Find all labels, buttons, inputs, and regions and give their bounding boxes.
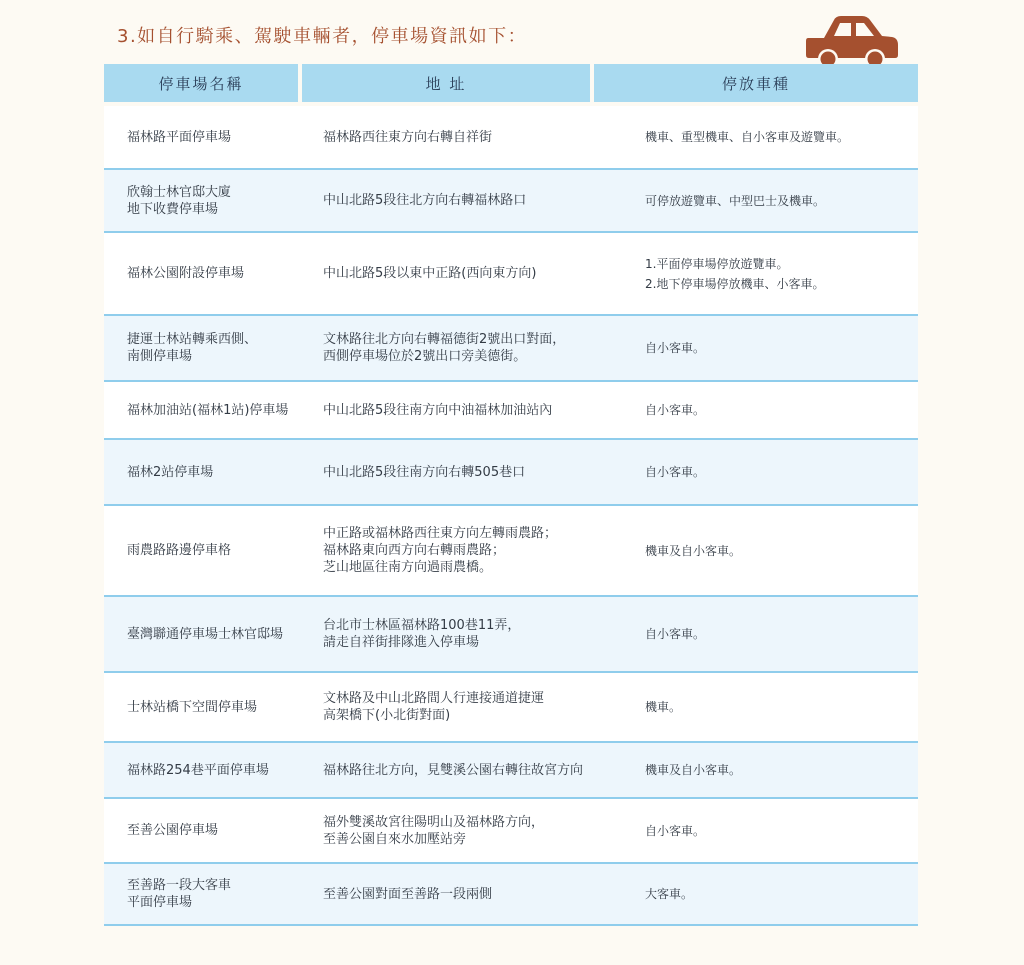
lot-name-cell bbox=[104, 743, 302, 797]
address-cell bbox=[302, 506, 624, 595]
address-cell-line: 文林路往北方向右轉福德街2號出口對面， bbox=[323, 332, 566, 347]
table-row bbox=[104, 597, 918, 673]
vehicle-types-cell bbox=[624, 799, 918, 862]
address-cell-line: 福林路西往東方向右轉自祥街 bbox=[323, 129, 493, 145]
vehicle-types-cell-line: 機車。 bbox=[645, 700, 682, 714]
address-cell bbox=[302, 233, 624, 314]
address-cell bbox=[302, 864, 624, 924]
vehicle-types-cell bbox=[624, 673, 918, 741]
lot-name-cell-line: 南側停車場 bbox=[127, 349, 193, 364]
address-cell bbox=[302, 673, 624, 741]
vehicle-types-cell-line: 自小客車。 bbox=[645, 823, 706, 838]
address-cell bbox=[302, 382, 624, 438]
address-cell-line: 中正路或福林路西往東方向左轉雨農路； bbox=[323, 526, 558, 541]
table-body bbox=[104, 106, 918, 926]
table-row bbox=[104, 233, 918, 316]
table-row bbox=[104, 673, 918, 743]
vehicle-types-cell-line: 機車及自小客車。 bbox=[645, 763, 742, 777]
lot-name-cell-line: 雨農路路邊停車格 bbox=[127, 543, 232, 558]
address-cell-line: 台北市士林區福林路100巷11弄， bbox=[323, 618, 521, 633]
lot-name-cell bbox=[104, 506, 302, 595]
vehicle-types-cell-line: 自小客車。 bbox=[645, 627, 706, 641]
table-row bbox=[104, 799, 918, 864]
table-row bbox=[104, 743, 918, 799]
lot-name-cell bbox=[104, 316, 302, 380]
address-cell bbox=[302, 316, 624, 380]
vehicle-types-cell bbox=[624, 233, 918, 314]
vehicle-types-cell-line: 自小客車。 bbox=[645, 403, 706, 417]
vehicle-types-cell bbox=[624, 864, 918, 924]
table-row bbox=[104, 316, 918, 382]
address-cell bbox=[302, 440, 624, 504]
address-cell-line: 中山北路5段往南方向中油福林加油站內 bbox=[323, 402, 553, 418]
lot-name-cell-line: 地下收費停車場 bbox=[127, 201, 219, 217]
address-cell-line: 西側停車場位於2號出口旁美德街。 bbox=[323, 349, 527, 364]
vehicle-types-cell-line: 機車、重型機車、自小客車及遊覽車。 bbox=[645, 130, 850, 144]
lot-name-cell-line: 福林加油站(福林1站)停車場 bbox=[127, 402, 289, 418]
address-cell bbox=[302, 170, 624, 231]
address-cell-line: 文林路及中山北路間人行連接通道捷運 bbox=[323, 691, 545, 706]
lot-name-cell-line: 平面停車場 bbox=[127, 895, 193, 910]
lot-name-cell-line: 士林站橋下空間停車場 bbox=[127, 699, 258, 715]
address-cell bbox=[302, 597, 624, 671]
vehicle-types-cell bbox=[624, 597, 918, 671]
vehicle-types-cell-line: 自小客車。 bbox=[645, 465, 706, 479]
lot-name-cell bbox=[104, 597, 302, 671]
table-row bbox=[104, 382, 918, 440]
table-header bbox=[104, 64, 918, 102]
lot-name-cell-line: 至善公園停車場 bbox=[127, 823, 219, 838]
vehicle-types-cell bbox=[624, 170, 918, 231]
vehicle-types-cell bbox=[624, 106, 918, 168]
address-cell-line: 福外雙溪故宮往陽明山及福林路方向， bbox=[323, 814, 545, 830]
address-cell bbox=[302, 106, 624, 168]
vehicle-types-cell-line: 自小客車。 bbox=[645, 341, 706, 355]
lot-name-cell-line: 欣翰士林官邸大廈 bbox=[127, 184, 232, 200]
lot-name-cell-line: 福林2站停車場 bbox=[127, 464, 214, 480]
lot-name-cell bbox=[104, 864, 302, 924]
address-cell-line: 請走自祥街排隊進入停車場 bbox=[323, 635, 480, 650]
address-cell-line: 至善公園自來水加壓站旁 bbox=[323, 831, 467, 847]
vehicle-types-cell-line: 機車及自小客車。 bbox=[645, 543, 742, 558]
address-cell-line: 中山北路5段以東中正路(西向東方向) bbox=[323, 266, 537, 281]
address-cell bbox=[302, 743, 624, 797]
lot-name-cell-line: 福林公園附設停車場 bbox=[127, 266, 245, 281]
address-cell-line: 中山北路5段往南方向右轉505巷口 bbox=[323, 464, 526, 480]
address-cell-line: 至善公園對面至善路一段兩側 bbox=[323, 886, 493, 902]
header-address: 地 址 bbox=[302, 64, 590, 102]
vehicle-types-cell-line: 大客車。 bbox=[645, 887, 694, 901]
header-vehicle-types: 停放車種 bbox=[594, 64, 918, 102]
vehicle-types-cell bbox=[624, 382, 918, 438]
parking-table bbox=[104, 64, 918, 926]
lot-name-cell-line: 臺灣聯通停車場士林官邸場 bbox=[127, 626, 284, 642]
lot-name-cell-line: 福林路平面停車場 bbox=[127, 129, 232, 145]
lot-name-cell-line: 至善路一段大客車 bbox=[127, 878, 232, 893]
lot-name-cell bbox=[104, 673, 302, 741]
vehicle-types-cell bbox=[624, 506, 918, 595]
table-row bbox=[104, 864, 918, 926]
table-row bbox=[104, 440, 918, 506]
header-lot-name: 停車場名稱 bbox=[104, 64, 298, 102]
lot-name-cell-line: 福林路254巷平面停車場 bbox=[127, 762, 269, 778]
vehicle-types-cell bbox=[624, 743, 918, 797]
address-cell-line: 福林路往北方向，見雙溪公園右轉往故宮方向 bbox=[323, 762, 584, 778]
address-cell-line: 福林路東向西方向右轉雨農路； bbox=[323, 543, 506, 558]
lot-name-cell bbox=[104, 799, 302, 862]
lot-name-cell bbox=[104, 233, 302, 314]
address-cell-line: 中山北路5段往北方向右轉福林路口 bbox=[323, 193, 527, 208]
lot-name-cell bbox=[104, 170, 302, 231]
table-row bbox=[104, 170, 918, 233]
address-cell bbox=[302, 799, 624, 862]
lot-name-cell-line: 捷運士林站轉乘西側、 bbox=[127, 332, 258, 347]
table-row bbox=[104, 106, 918, 170]
lot-name-cell bbox=[104, 440, 302, 504]
lot-name-cell bbox=[104, 382, 302, 438]
lot-name-cell bbox=[104, 106, 302, 168]
address-cell-line: 芝山地區往南方向過雨農橋。 bbox=[323, 560, 493, 575]
vehicle-types-cell bbox=[624, 440, 918, 504]
section-heading: 3.如自行騎乘、駕駛車輛者，停車場資訊如下： bbox=[117, 26, 528, 47]
vehicle-types-cell-line: 2.地下停車場停放機車、小客車。 bbox=[645, 276, 825, 291]
vehicle-types-cell bbox=[624, 316, 918, 380]
address-cell-line: 高架橋下(小北街對面) bbox=[323, 708, 451, 723]
vehicle-types-cell-line: 可停放遊覽車、中型巴士及機車。 bbox=[645, 193, 826, 208]
vehicle-types-cell-line: 1.平面停車場停放遊覽車。 bbox=[645, 256, 789, 271]
table-row bbox=[104, 506, 918, 597]
